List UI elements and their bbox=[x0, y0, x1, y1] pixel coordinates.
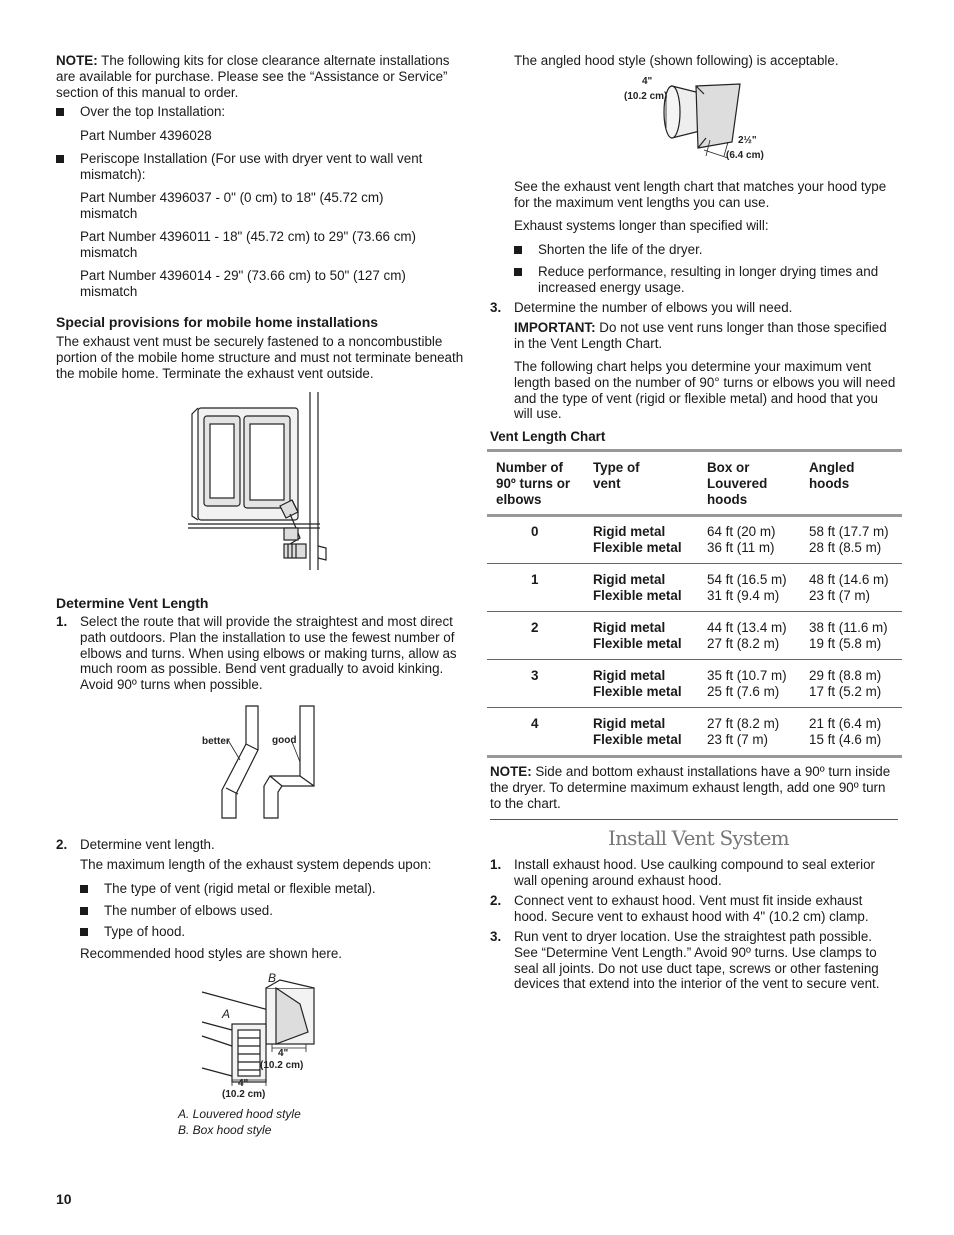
row-ang-rigid: 21 ft (6.4 m) bbox=[809, 716, 882, 731]
important-text: Do not use vent runs longer than those specified in the Vent Length Chart. bbox=[514, 320, 887, 351]
row-ang-flex: 15 ft (4.6 m) bbox=[809, 732, 882, 747]
determine-heading: Determine Vent Length bbox=[56, 595, 209, 611]
hood-caption-b: B. Box hood style bbox=[178, 1123, 272, 1137]
kit-part: Part Number 4396011 - 18" (45.72 cm) to 29" (73.66 cm) mismatch bbox=[80, 229, 417, 260]
longer-intro: Exhaust systems longer than specified will: bbox=[514, 218, 769, 233]
better-label: better bbox=[202, 736, 230, 747]
bullet-square bbox=[514, 268, 522, 276]
row-ang-rigid: 58 ft (17.7 m) bbox=[809, 524, 889, 539]
mobile-text: The exhaust vent must be securely fastened to a noncombustible portion of the mobile home structure and must not terminate beneath the mobile home. Terminate the exhaust vent outside. bbox=[56, 334, 464, 381]
angled-dim1-in: 4" bbox=[642, 76, 653, 87]
row-turns: 2 bbox=[531, 620, 539, 635]
row-rigid: Rigid metal bbox=[593, 572, 666, 587]
note2-paragraph bbox=[490, 764, 900, 811]
important-label: IMPORTANT: bbox=[514, 320, 596, 335]
row-rule bbox=[487, 707, 902, 708]
row-box-rigid: 54 ft (16.5 m) bbox=[707, 572, 787, 587]
row-box-flex: 23 ft (7 m) bbox=[707, 732, 769, 747]
table-title: Vent Length Chart bbox=[490, 429, 606, 444]
row-rigid: Rigid metal bbox=[593, 668, 666, 683]
dim-b-cm: (10.2 cm) bbox=[260, 1060, 304, 1071]
row-rigid: Rigid metal bbox=[593, 524, 666, 539]
row-turns: 0 bbox=[531, 524, 539, 539]
row-flex: Flexible metal bbox=[593, 684, 682, 699]
dim-a-in: 4" bbox=[238, 1078, 249, 1089]
step-2-tail: Recommended hood styles are shown here. bbox=[80, 946, 343, 961]
angled-dim2-cm: (6.4 cm) bbox=[726, 150, 764, 161]
row-box-rigid: 27 ft (8.2 m) bbox=[707, 716, 780, 731]
row-ang-flex: 28 ft (8.5 m) bbox=[809, 540, 882, 555]
label-a: A bbox=[222, 1007, 231, 1021]
bullet-square bbox=[80, 907, 88, 915]
mobile-home-dryer-illustration bbox=[180, 388, 330, 576]
step-2-number: 2. bbox=[56, 837, 68, 852]
hood-styles-illustration bbox=[196, 968, 336, 1104]
row-ang-flex: 17 ft (5.2 m) bbox=[809, 684, 882, 699]
row-box-flex: 36 ft (11 m) bbox=[707, 540, 775, 555]
table-bottom-rule bbox=[487, 755, 902, 758]
kit-part: Part Number 4396028 bbox=[80, 128, 212, 143]
chart-help: The following chart helps you determine your maximum vent length based on the number of 90° turns or elbows you will need and the type of vent (rigid or flexible metal) and hood that you will use. bbox=[514, 359, 896, 422]
row-box-flex: 27 ft (8.2 m) bbox=[707, 636, 780, 651]
bullet-square bbox=[514, 246, 522, 254]
row-rule bbox=[487, 659, 902, 660]
row-ang-flex: 23 ft (7 m) bbox=[809, 588, 871, 603]
install-step-text: Connect vent to exhaust hood. Vent must fit inside exhaust hood. Secure vent to exhaust hood with 4" (10.2 cm) clamp. bbox=[514, 893, 869, 924]
bullet-square bbox=[80, 885, 88, 893]
elbow-comparison-illustration bbox=[196, 702, 336, 824]
step-1-text: Select the route that will provide the straightest and most direct path outdoors. Plan the installation to use the fewest number of elbows and turns. When using elbows or making turns, allow as much room as possible. Bend vent gradually to avoid kinking. Avoid 90º turns when possible. bbox=[80, 614, 457, 693]
row-rigid: Rigid metal bbox=[593, 716, 666, 731]
row-rule bbox=[487, 611, 902, 612]
mobile-heading: Special provisions for mobile home installations bbox=[56, 314, 379, 330]
table-row bbox=[487, 565, 902, 611]
install-step-number: 3. bbox=[490, 929, 502, 944]
important-paragraph bbox=[514, 320, 899, 352]
row-ang-rigid: 38 ft (11.6 m) bbox=[809, 620, 888, 635]
row-box-rigid: 35 ft (10.7 m) bbox=[707, 668, 787, 683]
angled-dim2-in: 2½" bbox=[738, 135, 757, 146]
factor-text: Type of hood. bbox=[104, 924, 186, 939]
dim-b-in: 4" bbox=[278, 1048, 289, 1059]
factor-text: The type of vent (rigid metal or flexible metal). bbox=[104, 881, 376, 896]
table-row bbox=[487, 517, 902, 563]
longer-text: Reduce performance, resulting in longer drying times and increased energy usage. bbox=[538, 264, 879, 295]
step-3-number: 3. bbox=[490, 300, 502, 315]
longer-text: Shorten the life of the dryer. bbox=[538, 242, 703, 257]
row-flex: Flexible metal bbox=[593, 636, 682, 651]
install-step-text: Run vent to dryer location. Use the straightest path possible. See “Determine Vent Length.” Avoid 90º turns. Use clamps to seal all joints. Do not use duct tape, screws or other fastening devices that extend into the interior of the vent to secure vent. bbox=[514, 929, 880, 992]
angled-dim1-cm: (10.2 cm) bbox=[624, 91, 668, 102]
row-flex: Flexible metal bbox=[593, 540, 682, 555]
step-2-text: Determine vent length. bbox=[80, 837, 215, 852]
install-step-number: 1. bbox=[490, 857, 502, 872]
table-header bbox=[487, 452, 902, 514]
row-box-rigid: 64 ft (20 m) bbox=[707, 524, 776, 539]
chart-intro: See the exhaust vent length chart that matches your hood type for the maximum vent lengths you can use. bbox=[514, 179, 887, 210]
step-1-number: 1. bbox=[56, 614, 68, 629]
install-heading: Install Vent System bbox=[608, 826, 789, 850]
row-ang-rigid: 29 ft (8.8 m) bbox=[809, 668, 882, 683]
table-row bbox=[487, 661, 902, 707]
bullet-square bbox=[80, 928, 88, 936]
header-turns: Number of 90º turns or elbows bbox=[496, 460, 571, 507]
row-turns: 4 bbox=[531, 716, 539, 731]
angled-text: The angled hood style (shown following) is acceptable. bbox=[514, 53, 839, 68]
header-type: Type of vent bbox=[593, 460, 640, 491]
install-step-number: 2. bbox=[490, 893, 502, 908]
row-flex: Flexible metal bbox=[593, 588, 682, 603]
note-paragraph bbox=[56, 53, 456, 100]
kit-part: Part Number 4396037 - 0" (0 cm) to 18" (45.72 cm) mismatch bbox=[80, 190, 384, 221]
row-box-flex: 25 ft (7.6 m) bbox=[707, 684, 780, 699]
row-flex: Flexible metal bbox=[593, 732, 682, 747]
row-rule bbox=[487, 563, 902, 564]
note-label: NOTE: bbox=[56, 53, 98, 68]
good-label: good bbox=[272, 735, 297, 746]
note2-label: NOTE: bbox=[490, 764, 532, 779]
bullet-square bbox=[56, 155, 64, 163]
row-turns: 3 bbox=[531, 668, 539, 683]
page-number: 10 bbox=[56, 1191, 72, 1207]
step-3-text: Determine the number of elbows you will need. bbox=[514, 300, 793, 315]
factor-text: The number of elbows used. bbox=[104, 903, 273, 918]
vent-length-table bbox=[487, 449, 902, 758]
row-ang-rigid: 48 ft (14.6 m) bbox=[809, 572, 889, 587]
hood-caption-a: A. Louvered hood style bbox=[178, 1107, 301, 1121]
bullet-square bbox=[56, 108, 64, 116]
step-2-sub: The maximum length of the exhaust system depends upon: bbox=[80, 857, 432, 872]
header-angled: Angled hoods bbox=[809, 460, 855, 491]
dim-a-cm: (10.2 cm) bbox=[222, 1089, 266, 1100]
row-rigid: Rigid metal bbox=[593, 620, 666, 635]
kit-part: Part Number 4396014 - 29" (73.66 cm) to 50" (127 cm) mismatch bbox=[80, 268, 406, 299]
label-b: B bbox=[268, 971, 277, 985]
row-turns: 1 bbox=[531, 572, 539, 587]
table-row bbox=[487, 709, 902, 755]
kit-title: Over the top Installation: bbox=[80, 104, 226, 119]
section-divider bbox=[490, 819, 898, 820]
note-text: The following kits for close clearance alternate installations are available for purchase. Please see the “Assistance or Service” section of this manual to order. bbox=[56, 53, 450, 100]
row-ang-flex: 19 ft (5.8 m) bbox=[809, 636, 882, 651]
note2-text: Side and bottom exhaust installations have a 90º turn inside the dryer. To determine maximum exhaust length, add one 90º turn to the chart. bbox=[490, 764, 891, 811]
row-box-rigid: 44 ft (13.4 m) bbox=[707, 620, 787, 635]
install-step-text: Install exhaust hood. Use caulking compound to seal exterior wall opening around exhaust hood. bbox=[514, 857, 876, 888]
angled-hood-illustration bbox=[620, 72, 780, 164]
kit-title: Periscope Installation (For use with dryer vent to wall vent mismatch): bbox=[80, 151, 423, 182]
table-row bbox=[487, 613, 902, 659]
header-box: Box or Louvered hoods bbox=[707, 460, 768, 507]
row-box-flex: 31 ft (9.4 m) bbox=[707, 588, 780, 603]
